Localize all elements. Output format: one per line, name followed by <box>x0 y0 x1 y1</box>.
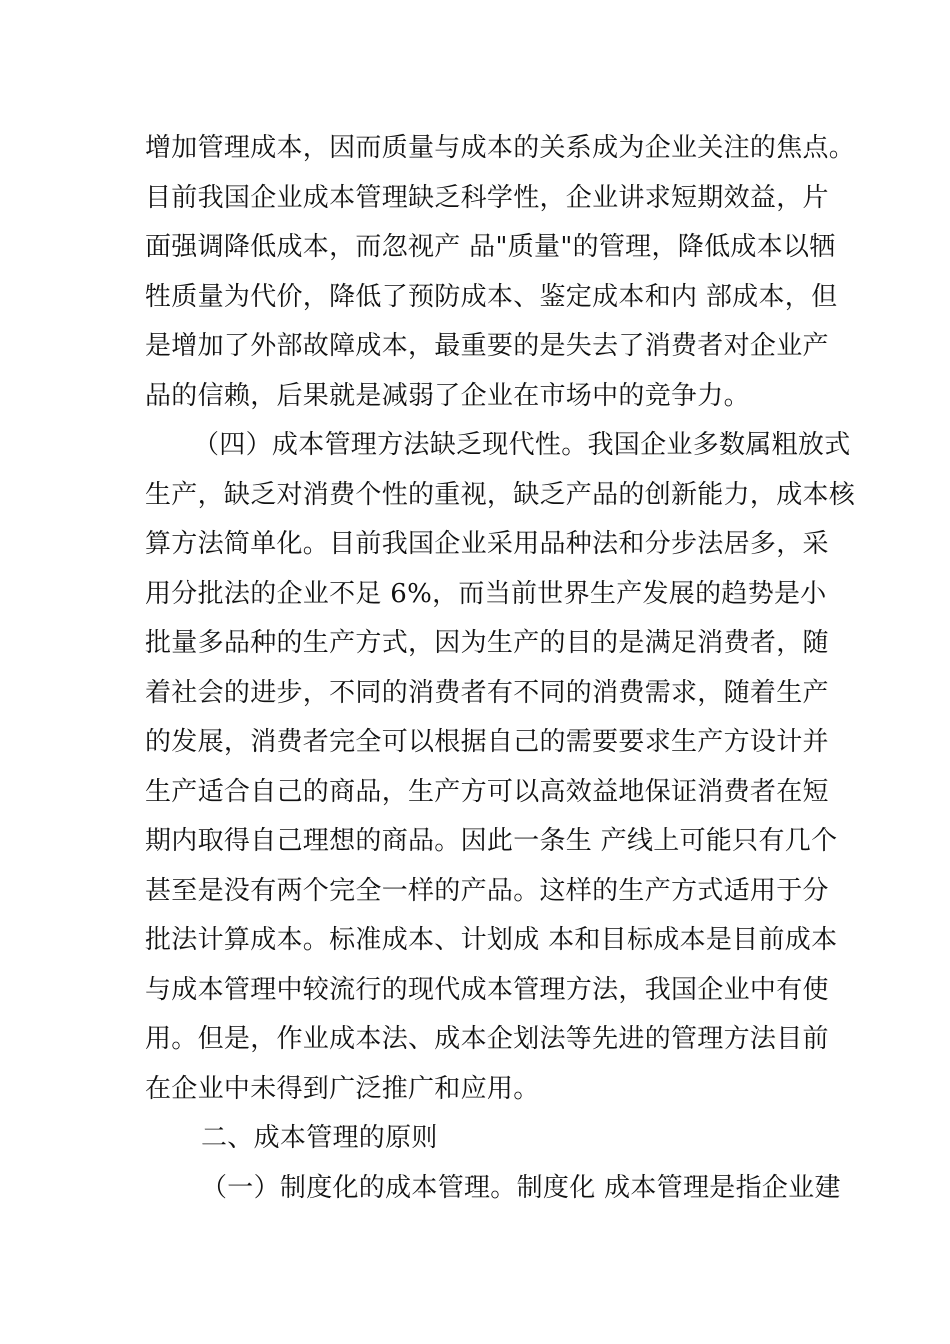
text-line: 牲质量为代价，降低了预防成本、鉴定成本和内 部成本，但 <box>145 281 838 312</box>
paragraph-start-line: （一）制度化的成本管理。制度化 成本管理是指企业建 <box>201 1172 841 1203</box>
text-line: 目前我国企业成本管理缺乏科学性，企业讲求短期效益，片 <box>145 182 829 213</box>
text-line: 的发展，消费者完全可以根据自己的需要要求生产方设计并 <box>145 727 829 757</box>
text-line: 批法计算成本。标准成本、计划成 本和目标成本是目前成本 <box>145 925 838 955</box>
text-line: 期内取得自己理想的商品。因此一条生 产线上可能只有几个 <box>145 826 838 856</box>
text-line: 面强调降低成本，而忽视产 品"质量"的管理，降低成本以牺 <box>145 232 836 262</box>
text-line: 在企业中未得到广泛推广和应用。 <box>145 1073 540 1104</box>
text-line: 与成本管理中较流行的现代成本管理方法，我国企业中有使 <box>145 974 829 1005</box>
text-line: 生产适合自己的商品，生产方可以高效益地保证消费者在短 <box>145 776 829 807</box>
text-line: 生产，缺乏对消费个性的重视，缺乏产品的创新能力，成本核 <box>145 479 856 510</box>
text-line: 是增加了外部故障成本，最重要的是失去了消费者对企业产 <box>145 331 829 361</box>
text-line: 批量多品种的生产方式，因为生产的目的是满足消费者，随 <box>145 628 829 658</box>
text-line: 甚至是没有两个完全一样的产品。这样的生产方式适用于分 <box>145 875 829 906</box>
text-line: 用。但是，作业成本法、成本企划法等先进的管理方法目前 <box>145 1024 829 1054</box>
text-line: 品的信赖，后果就是减弱了企业在市场中的竞争力。 <box>145 380 750 411</box>
text-line: 着社会的进步，不同的消费者有不同的消费需求，随着生产 <box>145 677 829 708</box>
paragraph-start-line: （四）成本管理方法缺乏现代性。我国企业多数属粗放式 <box>193 430 851 460</box>
text-line: 用分批法的企业不足 6%，而当前世界生产发展的趋势是小 <box>145 578 827 609</box>
body-text <box>145 124 856 1213</box>
section-heading: 二、成本管理的原则 <box>201 1123 438 1153</box>
text-line: 增加管理成本，因而质量与成本的关系成为企业关注的焦点。 <box>145 133 856 163</box>
text-line: 算方法简单化。目前我国企业采用品种法和分步法居多，采 <box>145 529 829 559</box>
